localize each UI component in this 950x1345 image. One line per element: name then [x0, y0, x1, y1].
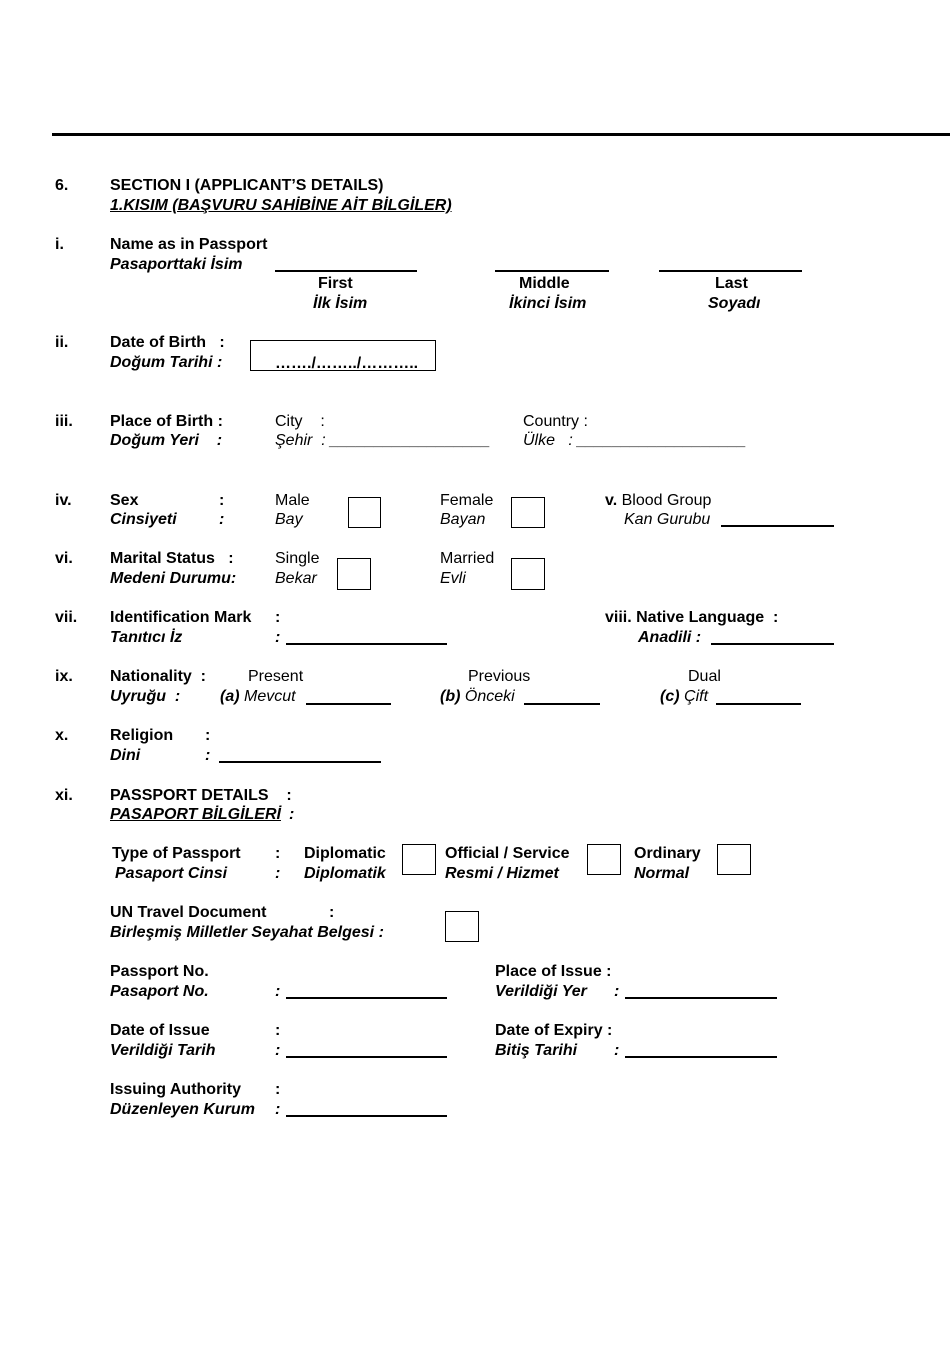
- roman-iii: iii.: [55, 413, 73, 430]
- passport-no-label-en: Passport No.: [110, 963, 209, 980]
- nationality-label-tr: Uyruğu :: [110, 688, 181, 705]
- idmark-colon-tr: :: [275, 629, 281, 646]
- middle-label-tr: İkinci İsim: [509, 295, 587, 312]
- city-field[interactable]: Şehir : __________________: [275, 432, 491, 449]
- middle-label-en: Middle: [519, 275, 570, 292]
- blood-label-en: Blood Group: [621, 492, 712, 509]
- issuing-authority-field[interactable]: [286, 1115, 447, 1117]
- date-of-issue-colon-tr: :: [275, 1042, 281, 1059]
- ordinary-label-tr: Normal: [634, 865, 690, 882]
- religion-colon-en: :: [205, 727, 211, 744]
- passport-type-colon-en: :: [275, 845, 281, 862]
- nationality-label-en: Nationality :: [110, 668, 207, 685]
- blood-label-tr: Kan Gurubu: [624, 511, 711, 528]
- previous-label-tr: Önceki: [464, 688, 515, 705]
- religion-colon-tr: :: [205, 747, 211, 764]
- date-of-issue-label-tr: Verildiği Tarih: [110, 1042, 216, 1059]
- roman-iv: iv.: [55, 492, 72, 509]
- marital-label-tr: Medeni Durumu:: [110, 570, 237, 587]
- city-label-en: City :: [275, 413, 325, 430]
- dual-label-tr: Çift: [684, 688, 709, 705]
- present-letter: (a): [220, 688, 240, 705]
- issuing-authority-colon-en: :: [275, 1081, 281, 1098]
- language-field[interactable]: [711, 643, 834, 645]
- official-label-en: Official / Service: [445, 845, 570, 862]
- roman-v: v.: [605, 492, 618, 509]
- last-name-field[interactable]: [659, 270, 802, 272]
- un-doc-colon-en: :: [329, 904, 335, 921]
- dob-placeholder: ……./……../………..: [275, 355, 419, 372]
- single-label-tr: Bekar: [275, 570, 317, 587]
- idmark-field[interactable]: [286, 643, 447, 645]
- un-doc-checkbox[interactable]: [445, 911, 479, 942]
- section-number: 6.: [55, 177, 69, 194]
- sex-label-en: Sex: [110, 492, 139, 509]
- previous-label-en: Previous: [468, 668, 531, 685]
- married-label-en: Married: [440, 550, 495, 567]
- issuing-authority-label-tr: Düzenleyen Kurum: [110, 1101, 255, 1118]
- marital-label-en: Marital Status :: [110, 550, 234, 567]
- passport-no-colon: :: [275, 983, 281, 1000]
- roman-x: x.: [55, 727, 69, 744]
- present-label-en: Present: [248, 668, 304, 685]
- religion-label-tr: Dini: [110, 747, 141, 764]
- last-label-en: Last: [715, 275, 748, 292]
- last-label-tr: Soyadı: [708, 295, 761, 312]
- name-label-en: Name as in Passport: [110, 236, 268, 253]
- male-checkbox[interactable]: [348, 497, 381, 528]
- married-label-tr: Evli: [440, 570, 466, 587]
- pob-label-tr: Doğum Yeri :: [110, 432, 223, 449]
- ordinary-label-en: Ordinary: [634, 845, 701, 862]
- female-label-en: Female: [440, 492, 494, 509]
- date-of-expiry-label-en: Date of Expiry :: [495, 1022, 613, 1039]
- passport-type-colon-tr: :: [275, 865, 281, 882]
- male-label-tr: Bay: [275, 511, 303, 528]
- section-title-en: SECTION I (APPLICANT’S DETAILS): [110, 177, 384, 194]
- idmark-colon-en: :: [275, 609, 281, 626]
- previous-nationality-field[interactable]: [524, 703, 600, 705]
- ordinary-checkbox[interactable]: [717, 844, 751, 875]
- present-label-tr: Mevcut: [244, 688, 296, 705]
- passport-no-field[interactable]: [286, 997, 447, 999]
- date-of-expiry-field[interactable]: [625, 1056, 777, 1058]
- dual-nationality-field[interactable]: [716, 703, 801, 705]
- single-label-en: Single: [275, 550, 320, 567]
- roman-ii: ii.: [55, 334, 69, 351]
- date-of-issue-field[interactable]: [286, 1056, 447, 1058]
- country-field[interactable]: Ülke : ___________________: [523, 432, 747, 449]
- sex-colon-tr: :: [219, 511, 225, 528]
- issuing-authority-label-en: Issuing Authority: [110, 1081, 241, 1098]
- official-checkbox[interactable]: [587, 844, 621, 875]
- blood-group-field[interactable]: [721, 525, 834, 527]
- passport-type-label-tr: Pasaport Cinsi: [115, 865, 228, 882]
- religion-label-en: Religion: [110, 727, 174, 744]
- dual-letter: (c): [660, 688, 680, 705]
- passport-no-label-tr: Pasaport No.: [110, 983, 209, 1000]
- roman-ix: ix.: [55, 668, 73, 685]
- idmark-label-en: Identification Mark: [110, 609, 252, 626]
- sex-label-tr: Cinsiyeti: [110, 511, 177, 528]
- language-label-en: viii. Native Language :: [605, 609, 779, 626]
- married-checkbox[interactable]: [511, 558, 545, 590]
- dob-label-tr: Doğum Tarihi :: [110, 354, 223, 371]
- diplomatic-label-tr: Diplomatik: [304, 865, 386, 882]
- roman-vi: vi.: [55, 550, 73, 567]
- roman-vii: vii.: [55, 609, 78, 626]
- religion-field[interactable]: [219, 761, 381, 763]
- un-doc-label-tr: Birleşmiş Milletler Seyahat Belgesi :: [110, 924, 384, 941]
- sex-colon-en: :: [219, 492, 225, 509]
- male-label-en: Male: [275, 492, 310, 509]
- first-name-field[interactable]: [275, 270, 417, 272]
- section-title-tr: 1.KISIM (BAŞVURU SAHİBİNE AİT BİLGİLER): [110, 197, 452, 214]
- place-of-issue-field[interactable]: [625, 997, 777, 999]
- pob-label-en: Place of Birth :: [110, 413, 223, 430]
- country-label-en: Country :: [523, 413, 588, 430]
- place-of-issue-label-en: Place of Issue :: [495, 963, 612, 980]
- female-checkbox[interactable]: [511, 497, 545, 528]
- place-of-issue-colon: :: [614, 983, 620, 1000]
- dual-label-en: Dual: [688, 668, 721, 685]
- roman-i: i.: [55, 236, 64, 253]
- date-of-issue-colon-en: :: [275, 1022, 281, 1039]
- header-rule: [52, 133, 950, 136]
- language-label-tr: Anadili :: [638, 629, 702, 646]
- middle-name-field[interactable]: [495, 270, 609, 272]
- passport-label-tr: PASAPORT BİLGİLERİ: [110, 806, 281, 823]
- passport-type-label-en: Type of Passport: [112, 845, 241, 862]
- first-label-tr: İlk İsim: [313, 295, 368, 312]
- previous-letter: (b): [440, 688, 461, 705]
- date-of-expiry-label-tr: Bitiş Tarihi: [495, 1042, 578, 1059]
- place-of-issue-label-tr: Verildiği Yer: [495, 983, 587, 1000]
- present-nationality-field[interactable]: [306, 703, 391, 705]
- diplomatic-checkbox[interactable]: [402, 844, 436, 875]
- name-label-tr: Pasaporttaki İsim: [110, 256, 243, 273]
- passport-colon-tr: :: [288, 806, 295, 823]
- passport-label-en: PASSPORT DETAILS :: [110, 787, 292, 804]
- first-label-en: First: [318, 275, 353, 292]
- female-label-tr: Bayan: [440, 511, 486, 528]
- date-of-expiry-colon: :: [614, 1042, 620, 1059]
- dob-label-en: Date of Birth :: [110, 334, 225, 351]
- diplomatic-label-en: Diplomatic: [304, 845, 386, 862]
- idmark-label-tr: Tanıtıcı İz: [110, 629, 183, 646]
- date-of-issue-label-en: Date of Issue: [110, 1022, 210, 1039]
- single-checkbox[interactable]: [337, 558, 371, 590]
- un-doc-label-en: UN Travel Document: [110, 904, 267, 921]
- roman-xi: xi.: [55, 787, 73, 804]
- official-label-tr: Resmi / Hizmet: [445, 865, 559, 882]
- issuing-authority-colon-tr: :: [275, 1101, 281, 1118]
